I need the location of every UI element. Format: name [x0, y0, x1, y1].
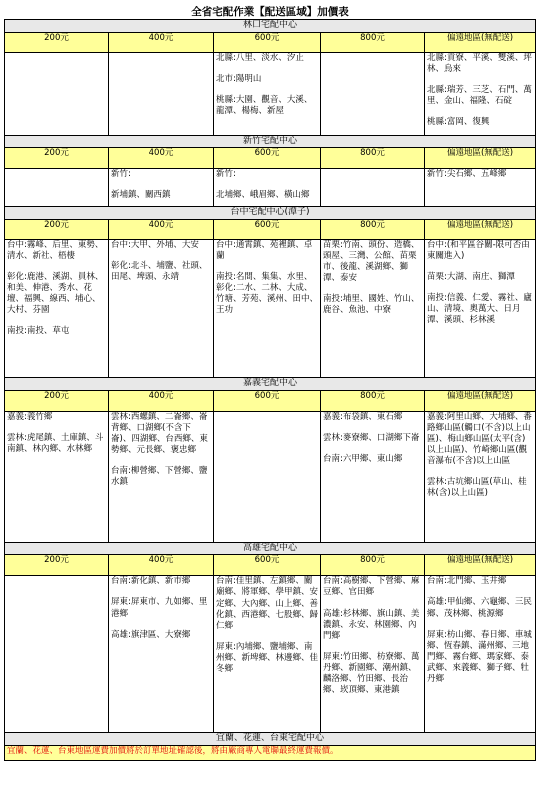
area-list: 嘉義:義竹鄉: [7, 411, 53, 422]
price-header-row: [5, 390, 536, 411]
price-header-row: [5, 220, 536, 240]
area-list: 雲林:古坑鄉山區(草山、桂林(含)以上山區): [427, 476, 527, 499]
area-cell: [214, 52, 321, 135]
price-tier-header: 800元: [321, 32, 425, 52]
area-list: 台南:高樹鄉、下營鄉、麻豆鄉、官田鄉: [323, 576, 420, 598]
area-list: 北市:陽明山: [216, 73, 262, 84]
area-cell: [214, 576, 321, 733]
area-list: 桃縣:富岡、復興: [427, 116, 490, 127]
area-list: 台中:霧峰、后里、東勢、清水、新社、梧棲: [7, 240, 104, 262]
area-cell: [425, 52, 536, 135]
price-tier-header: 200元: [5, 390, 109, 411]
center-row: [5, 207, 536, 220]
price-tier-header: 400元: [109, 390, 214, 411]
center-name: 高雄宅配中心: [5, 542, 536, 555]
area-list: 高雄:杉林鄉、旗山鎮、美濃鎮、永安、林園鄉、內門鄉: [323, 608, 420, 641]
price-tier-header: 400元: [109, 32, 214, 52]
page-title: 全省宅配作業【配送區域】加價表: [191, 6, 349, 18]
area-list: 台中:通霄鎮、苑裡鎮、卓蘭: [216, 240, 313, 262]
area-row: [5, 52, 536, 135]
area-list: 苗栗:竹南、頭份、造橋、頭屋、三灣、公館、苗栗市、後龍、溪湖鄉、獅潭、泰安: [323, 240, 420, 284]
area-row: [5, 411, 536, 542]
area-list: 屏東:屏東市、九如鄉、里港鄉: [111, 597, 208, 619]
price-header-row: [5, 555, 536, 576]
area-cell: [214, 240, 321, 378]
center-name: 嘉義宅配中心: [5, 378, 536, 391]
price-tier-header: 600元: [214, 555, 321, 576]
price-tier-header: 偏遠地區(無配送): [425, 148, 536, 169]
price-tier-header: 400元: [109, 555, 214, 576]
area-list: 北埔鄉、峨眉鄉、橫山鄉: [216, 190, 310, 201]
price-tier-header: 800元: [321, 220, 425, 240]
price-tier-header: 400元: [109, 220, 214, 240]
price-tier-header: 600元: [214, 148, 321, 169]
area-cell: [321, 52, 425, 135]
area-list: 雲林:麥寮鄉、口湖鄉下崙: [323, 432, 420, 443]
area-list: 台南:北門鄉、玉井鄉: [427, 576, 507, 587]
area-cell: [5, 576, 109, 733]
area-list: 北縣:八里、淡水、汐止: [216, 52, 304, 63]
area-cell: [5, 52, 109, 135]
center-name: 宜蘭、花蓮、台東宅配中心: [5, 733, 536, 746]
area-list: 南投:名間、集集、水里、彰化:二水、二林、大成、竹塘、芳苑、溪州、田中、王功: [216, 272, 319, 316]
price-tier-header: 偏遠地區(無配送): [425, 390, 536, 411]
price-tier-header: 200元: [5, 32, 109, 52]
area-list: 台南:六甲鄉、東山鄉: [323, 453, 403, 464]
area-list: 新竹:尖石鄉、五峰鄉: [427, 169, 507, 180]
price-header-row: [5, 32, 536, 52]
area-list: 台中:(和平區谷關-限可否由東關進入): [427, 240, 530, 262]
area-cell: [5, 169, 109, 207]
price-tier-header: 600元: [214, 32, 321, 52]
area-cell: [425, 240, 536, 378]
area-cell: [425, 411, 536, 542]
area-list: 台南:柳營鄉、下營鄉、鹽水鎮: [111, 465, 208, 487]
area-cell: [321, 169, 425, 207]
price-tier-header: 600元: [214, 220, 321, 240]
area-list: 台中:大甲、外埔、大安: [111, 240, 199, 251]
area-cell: [425, 169, 536, 207]
price-tier-header: 800元: [321, 390, 425, 411]
area-list: 台南:新化鎮、新市鄉: [111, 576, 191, 587]
area-list: 南投:埔里、國姓、竹山、鹿谷、魚池、中寮: [323, 294, 420, 316]
area-cell: [109, 576, 214, 733]
area-cell: [214, 411, 321, 542]
area-cell: [321, 240, 425, 378]
price-tier-header: 400元: [109, 148, 214, 169]
area-list: 嘉義:布袋鎮、東石鄉: [323, 411, 403, 422]
area-list: 雲林:虎尾鎮、土庫鎮、斗南鎮、林內鄉、水林鄉: [7, 432, 104, 454]
price-tier-header: 偏遠地區(無配送): [425, 555, 536, 576]
area-list: 台南:佳里鎮、左鎮鄉、關廟鄉、將軍鄉、學甲鎮、安定鄉、大內鄉、山上鄉、善化鎮、西港鄉、七股鄉、歸仁鄉: [216, 576, 319, 631]
area-list: 北縣:瑞芳、三芝、石門、萬里、金山、福隆、石碇: [427, 84, 532, 106]
area-list: 彰化:北斗、埔鹽、社頭、田尾、埤頭、永靖: [111, 261, 208, 283]
area-list: 屏東:枋山鄉、春日鄉、車城鄉、恆春鎮、滿州鄉、三地門鄉、霧台鄉、瑪家鄉、泰武鄉、來義鄉、獅子鄉、牡丹鄉: [427, 629, 532, 684]
center-row: [5, 733, 536, 746]
center-row: [5, 20, 536, 33]
price-header-row: [5, 148, 536, 169]
area-list: 新竹:: [216, 169, 236, 180]
center-row: [5, 378, 536, 391]
note-row: [5, 746, 536, 761]
area-cell: [214, 169, 321, 207]
center-name: 台中宅配中心(潭子): [5, 207, 536, 220]
price-tier-header: 偏遠地區(無配送): [425, 32, 536, 52]
area-list: 苗栗:大湖、南庄、獅潭: [427, 272, 515, 283]
price-tier-header: 偏遠地區(無配送): [425, 220, 536, 240]
area-cell: [321, 576, 425, 733]
area-list: 新竹:: [111, 169, 131, 180]
price-tier-header: 600元: [214, 390, 321, 411]
price-tier-header: 200元: [5, 555, 109, 576]
center-row: [5, 135, 536, 148]
area-cell: [321, 411, 425, 542]
area-cell: [109, 411, 214, 542]
price-tier-header: 200元: [5, 220, 109, 240]
surcharge-table: [4, 19, 536, 761]
area-cell: [109, 169, 214, 207]
area-cell: [109, 240, 214, 378]
area-list: 嘉義:阿里山鄉、大埔鄉、番路鄉山區(觸口(不含)以上山區)、梅山鄉山區(太平(含)以上山區)、竹崎鄉山區(觀音瀑布(不含)以上山區: [427, 411, 532, 466]
area-cell: [5, 411, 109, 542]
center-row: [5, 542, 536, 555]
area-list: 北縣:貢寮、平溪、雙溪、坪林、烏來: [427, 52, 532, 74]
price-tier-header: 200元: [5, 148, 109, 169]
center-name: 新竹宅配中心: [5, 135, 536, 148]
area-list: 高雄:旗津區、大寮鄉: [111, 629, 191, 640]
area-row: [5, 240, 536, 378]
area-list: 南投:信義、仁愛、霧社、廬山、清境、奧萬大、日月潭、溪頭、杉林溪: [427, 293, 532, 326]
price-tier-header: 800元: [321, 555, 425, 576]
area-cell: [109, 52, 214, 135]
area-list: 彰化:鹿港、溪湖、員林、和美、伸港、秀水、花壇、福興、線西、埔心、大村、芬園: [7, 272, 104, 316]
area-list: 高雄:甲仙鄉、六龜鄉、三民鄉、茂林鄉、桃源鄉: [427, 597, 532, 619]
area-cell: [5, 240, 109, 378]
price-tier-header: 800元: [321, 148, 425, 169]
area-list: 南投:南投、草屯: [7, 326, 70, 337]
footer-note: 宜蘭、花蓮、台東地區運費加價將於訂單地址確認後，將由廠商專人電聯最終運費報價。: [5, 746, 536, 761]
area-row: [5, 169, 536, 207]
area-list: 雲林:西螺鎮、二崙鄉、崙背鄉、口湖鄉(不含下崙)、四湖鄉、台西鄉、東勢鄉、元長鄉、褒忠鄉: [111, 411, 208, 455]
area-list: 新埔鎮、關西鎮: [111, 190, 171, 201]
center-name: 林口宅配中心: [5, 20, 536, 33]
area-row: [5, 576, 536, 733]
area-list: 屏東:內埔鄉、鹽埔鄉、南州鄉、新埤鄉、林邊鄉、佳冬鄉: [216, 641, 319, 674]
area-list: 屏東:竹田鄉、枋寮鄉、萬丹鄉、新園鄉、潮州鎮、麟洛鄉、竹田鄉、長治鄉、崁頂鄉、東港鎮: [323, 651, 420, 695]
area-list: 桃縣:大園、觀音、大溪、龍潭、楊梅、新屋: [216, 94, 313, 116]
area-cell: [425, 576, 536, 733]
